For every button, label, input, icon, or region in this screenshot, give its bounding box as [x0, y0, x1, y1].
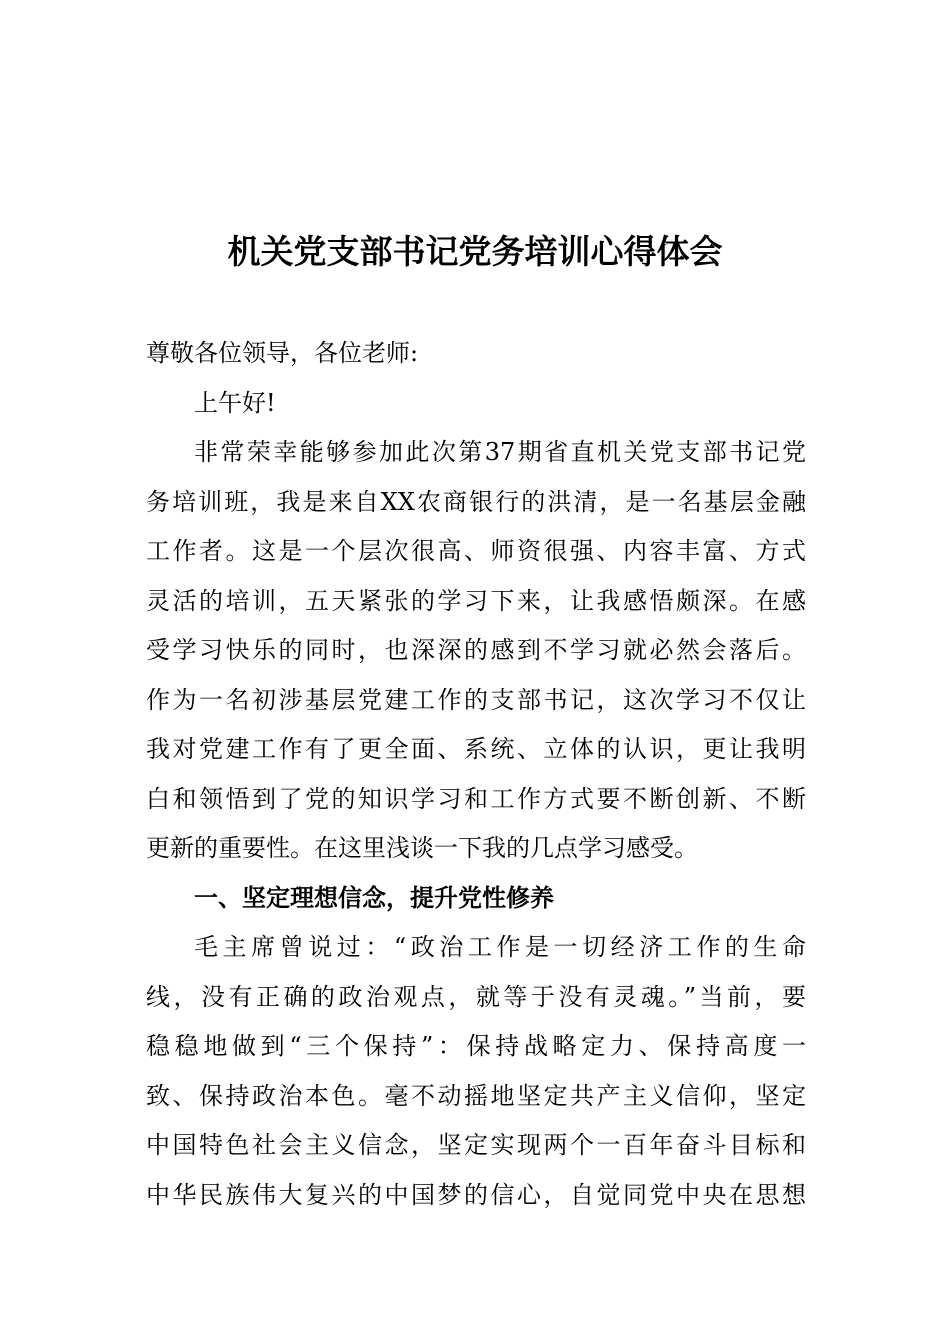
paragraph-line: 致、保持政治本色。毫不动摇地坚定共产主义信仰，坚定 — [146, 1081, 806, 1110]
paragraph-line: 作为一名初涉基层党建工作的支部书记，这次学习不仅让 — [146, 685, 806, 714]
paragraph-line: 灵活的培训，五天紧张的学习下来，让我感悟颇深。在感 — [146, 586, 806, 615]
document-title: 机关党支部书记党务培训心得体会 — [227, 232, 723, 271]
document-body — [146, 329, 806, 1220]
paragraph-line: 我对党建工作有了更全面、系统、立体的认识，更让我明 — [146, 735, 806, 763]
paragraph-line: 白和领悟到了党的知识学习和工作方式要不断创新、不断 — [146, 784, 806, 813]
section-heading: 一、坚定理想信念，提升党性修养 — [194, 883, 554, 912]
paragraph-line: 毛主席曾说过：“政治工作是一切经济工作的生命 — [194, 933, 806, 961]
paragraph-line: 线，没有正确的政治观点，就等于没有灵魂。”当前，要 — [146, 982, 806, 1011]
paragraph-line: 工作者。这是一个层次很高、师资很强、内容丰富、方式 — [146, 537, 806, 565]
paragraph-line: 非常荣幸能够参加此次第37期省直机关党支部书记党 — [194, 438, 806, 466]
paragraph-line: 中华民族伟大复兴的中国梦的信心，自觉同党中央在思想 — [146, 1180, 806, 1209]
greeting: 上午好! — [194, 388, 276, 417]
paragraph-line: 受学习快乐的同时，也深深的感到不学习就必然会落后。 — [146, 636, 806, 664]
paragraph-line: 稳稳地做到“三个保持”：保持战略定力、保持高度一 — [146, 1032, 806, 1060]
paragraph-line: 务培训班，我是来自XX农商银行的洪清，是一名基层金融 — [146, 487, 806, 516]
paragraph-line: 更新的重要性。在这里浅谈一下我的几点学习感受。 — [146, 834, 698, 862]
salutation: 尊敬各位领导，各位老师: — [146, 339, 419, 367]
paragraph-line: 中国特色社会主义信念，坚定实现两个一百年奋斗目标和 — [146, 1131, 806, 1159]
